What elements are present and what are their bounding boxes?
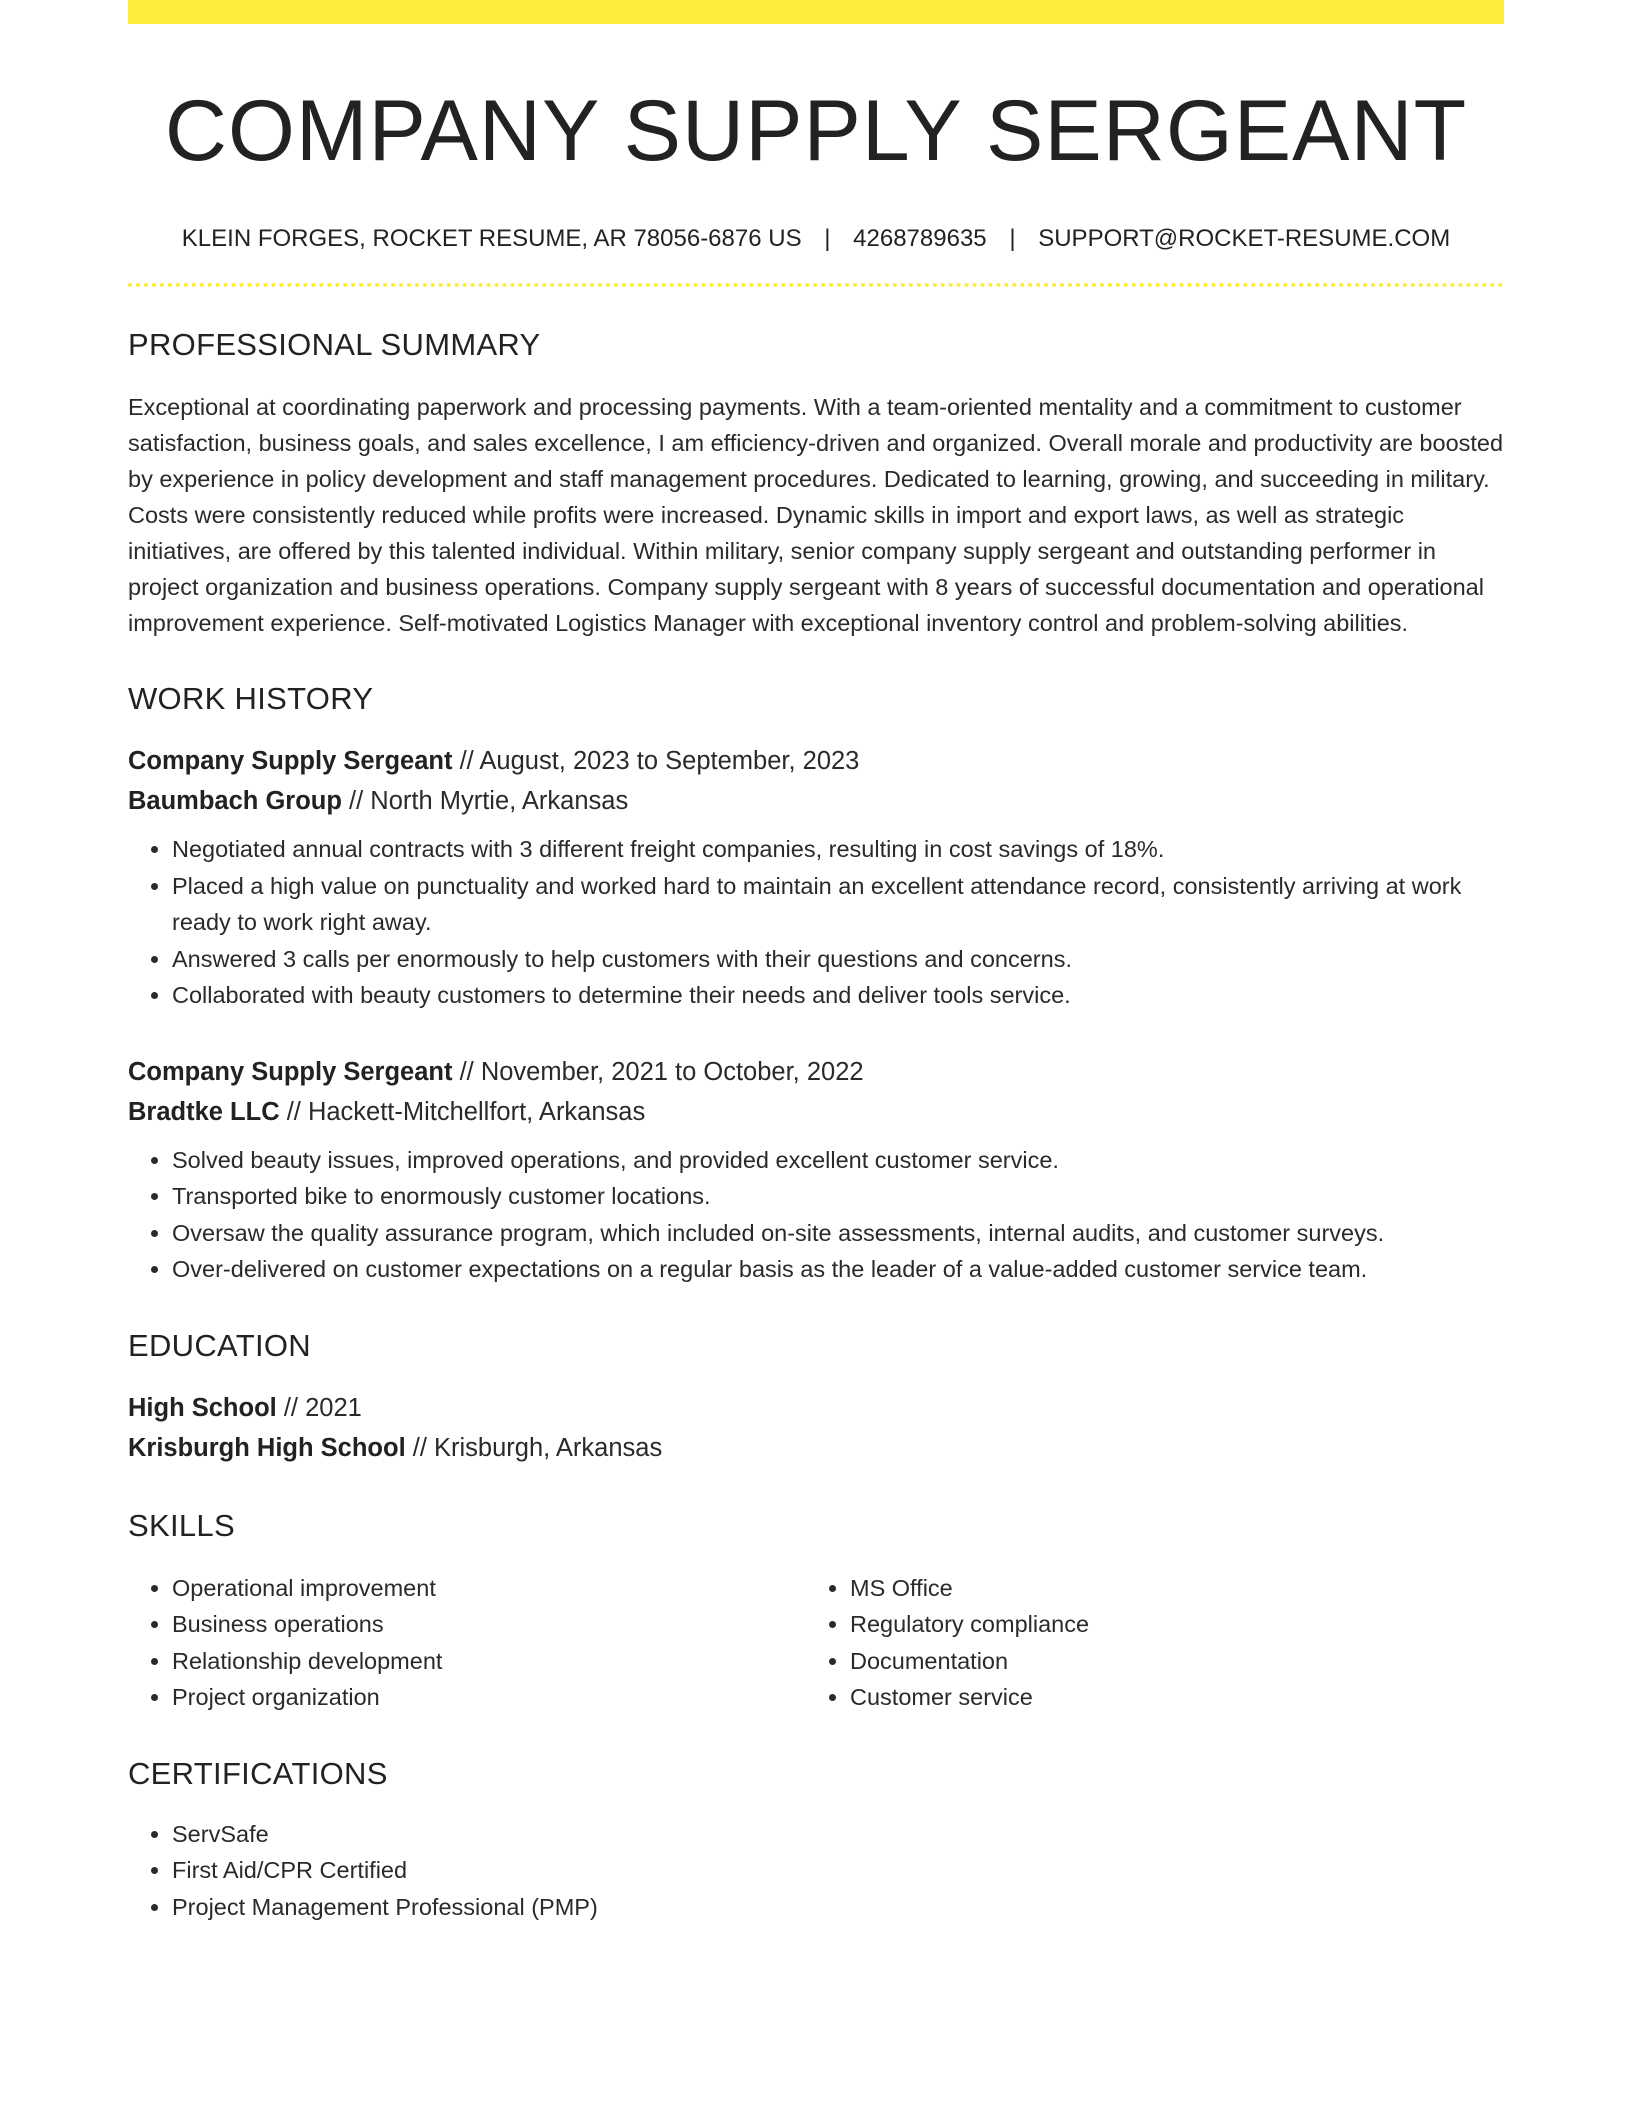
section-title-summary: PROFESSIONAL SUMMARY bbox=[128, 327, 541, 363]
contact-email: SUPPORT@ROCKET-RESUME.COM bbox=[1038, 225, 1451, 253]
section-title-skills: SKILLS bbox=[128, 1507, 235, 1543]
resume-name: COMPANY SUPPLY SERGEANT bbox=[164, 83, 1468, 179]
list-item: • Solved beauty issues, improved operations, and provided excellent customer service. bbox=[172, 1142, 1504, 1179]
list-item: • MS Office bbox=[850, 1570, 1484, 1607]
job-entry bbox=[128, 1052, 1504, 1288]
education-year: // 2021 bbox=[276, 1393, 362, 1422]
list-item: • Business operations bbox=[172, 1606, 806, 1643]
contact-separator: | bbox=[824, 225, 831, 253]
job-company: Bradtke LLC bbox=[128, 1097, 280, 1126]
list-item: • Project organization bbox=[172, 1679, 806, 1716]
education-school: Krisburgh High School bbox=[128, 1433, 406, 1462]
list-item: • Placed a high value on punctuality and worked hard to maintain an excellent attendance record, consistently arriving at work ready to work right away. bbox=[172, 868, 1504, 941]
certifications-list bbox=[128, 1816, 1504, 1926]
list-item: • Relationship development bbox=[172, 1643, 806, 1680]
skills-list-left bbox=[128, 1570, 806, 1716]
education-section bbox=[128, 1328, 1504, 1468]
section-title-certifications: CERTIFICATIONS bbox=[128, 1755, 388, 1791]
resume-page bbox=[128, 0, 1504, 1925]
job-location: // Hackett-Mitchellfort, Arkansas bbox=[279, 1097, 646, 1126]
list-item: • Answered 3 calls per enormously to help customers with their questions and concerns. bbox=[172, 941, 1504, 978]
certifications-section bbox=[128, 1756, 1504, 1926]
contact-address: KLEIN FORGES, ROCKET RESUME, AR 78056-6876 US bbox=[181, 225, 802, 253]
job-role: Company Supply Sergeant bbox=[128, 747, 453, 776]
summary-text: Exceptional at coordinating paperwork and processing payments. With a team-oriented mentality and a commitment to customer satisfaction, business goals, and sales excellence, I am efficiency-driven and organized. Overall morale and productivity are boosted by experience in policy development and staff management procedures. Dedicated to learning, growing, and succeeding in military. Costs were consistently reduced while profits were increased. Dynamic skills in import and export laws, as well as strategic initiatives, are offered by this talented individual. Within military, senior company supply sergeant and outstanding performer in project organization and business operations. Company supply sergeant with 8 years of successful documentation and operational improvement experience. Self-motivated Logistics Manager with exceptional inventory control and problem-solving abilities. bbox=[128, 394, 1504, 637]
list-item: • Over-delivered on customer expectations on a regular basis as the leader of a value-added customer service team. bbox=[172, 1251, 1504, 1288]
skills-column-left bbox=[128, 1570, 806, 1716]
education-degree-line bbox=[128, 1388, 1504, 1428]
contact-separator: | bbox=[1009, 225, 1016, 253]
job-role-line bbox=[128, 1052, 1504, 1092]
education-location: // Krisburgh, Arkansas bbox=[405, 1433, 663, 1462]
accent-top-bar bbox=[128, 0, 1504, 24]
job-company-line bbox=[128, 781, 1504, 821]
education-degree: High School bbox=[128, 1393, 277, 1422]
skills-column-right bbox=[806, 1570, 1484, 1716]
dotted-divider bbox=[128, 283, 1504, 287]
contact-line bbox=[128, 225, 1504, 253]
list-item: • Collaborated with beauty customers to determine their needs and deliver tools service. bbox=[172, 977, 1504, 1014]
list-item: • First Aid/CPR Certified bbox=[172, 1852, 1504, 1889]
job-role-line bbox=[128, 741, 1504, 781]
job-company: Baumbach Group bbox=[128, 787, 342, 816]
list-item: • Regulatory compliance bbox=[850, 1606, 1484, 1643]
section-title-work-history: WORK HISTORY bbox=[128, 681, 374, 717]
list-item: • Negotiated annual contracts with 3 different freight companies, resulting in cost savings of 18%. bbox=[172, 831, 1504, 868]
list-item: • Transported bike to enormously customer locations. bbox=[172, 1178, 1504, 1215]
job-location: // North Myrtie, Arkansas bbox=[341, 787, 629, 816]
list-item: • Customer service bbox=[850, 1679, 1484, 1716]
contact-phone: 4268789635 bbox=[853, 225, 987, 253]
skills-list-right bbox=[806, 1570, 1484, 1716]
job-bullets bbox=[128, 1142, 1504, 1288]
skills-section bbox=[128, 1508, 1504, 1716]
summary-section bbox=[128, 327, 1504, 641]
job-dates: // November, 2021 to October, 2022 bbox=[452, 1057, 864, 1086]
job-company-line bbox=[128, 1092, 1504, 1132]
section-title-education: EDUCATION bbox=[128, 1327, 311, 1363]
job-dates: // August, 2023 to September, 2023 bbox=[452, 747, 860, 776]
list-item: • Documentation bbox=[850, 1643, 1484, 1680]
education-school-line bbox=[128, 1428, 1504, 1468]
list-item: • Operational improvement bbox=[172, 1570, 806, 1607]
skills-grid bbox=[128, 1570, 1504, 1716]
job-bullets bbox=[128, 831, 1504, 1014]
list-item: • Oversaw the quality assurance program, which included on-site assessments, internal audits, and customer surveys. bbox=[172, 1215, 1504, 1252]
list-item: • ServSafe bbox=[172, 1816, 1504, 1853]
list-item: • Project Management Professional (PMP) bbox=[172, 1889, 1504, 1926]
education-entry bbox=[128, 1388, 1504, 1468]
work-history-section bbox=[128, 681, 1504, 1288]
job-role: Company Supply Sergeant bbox=[128, 1057, 453, 1086]
job-entry bbox=[128, 741, 1504, 1014]
